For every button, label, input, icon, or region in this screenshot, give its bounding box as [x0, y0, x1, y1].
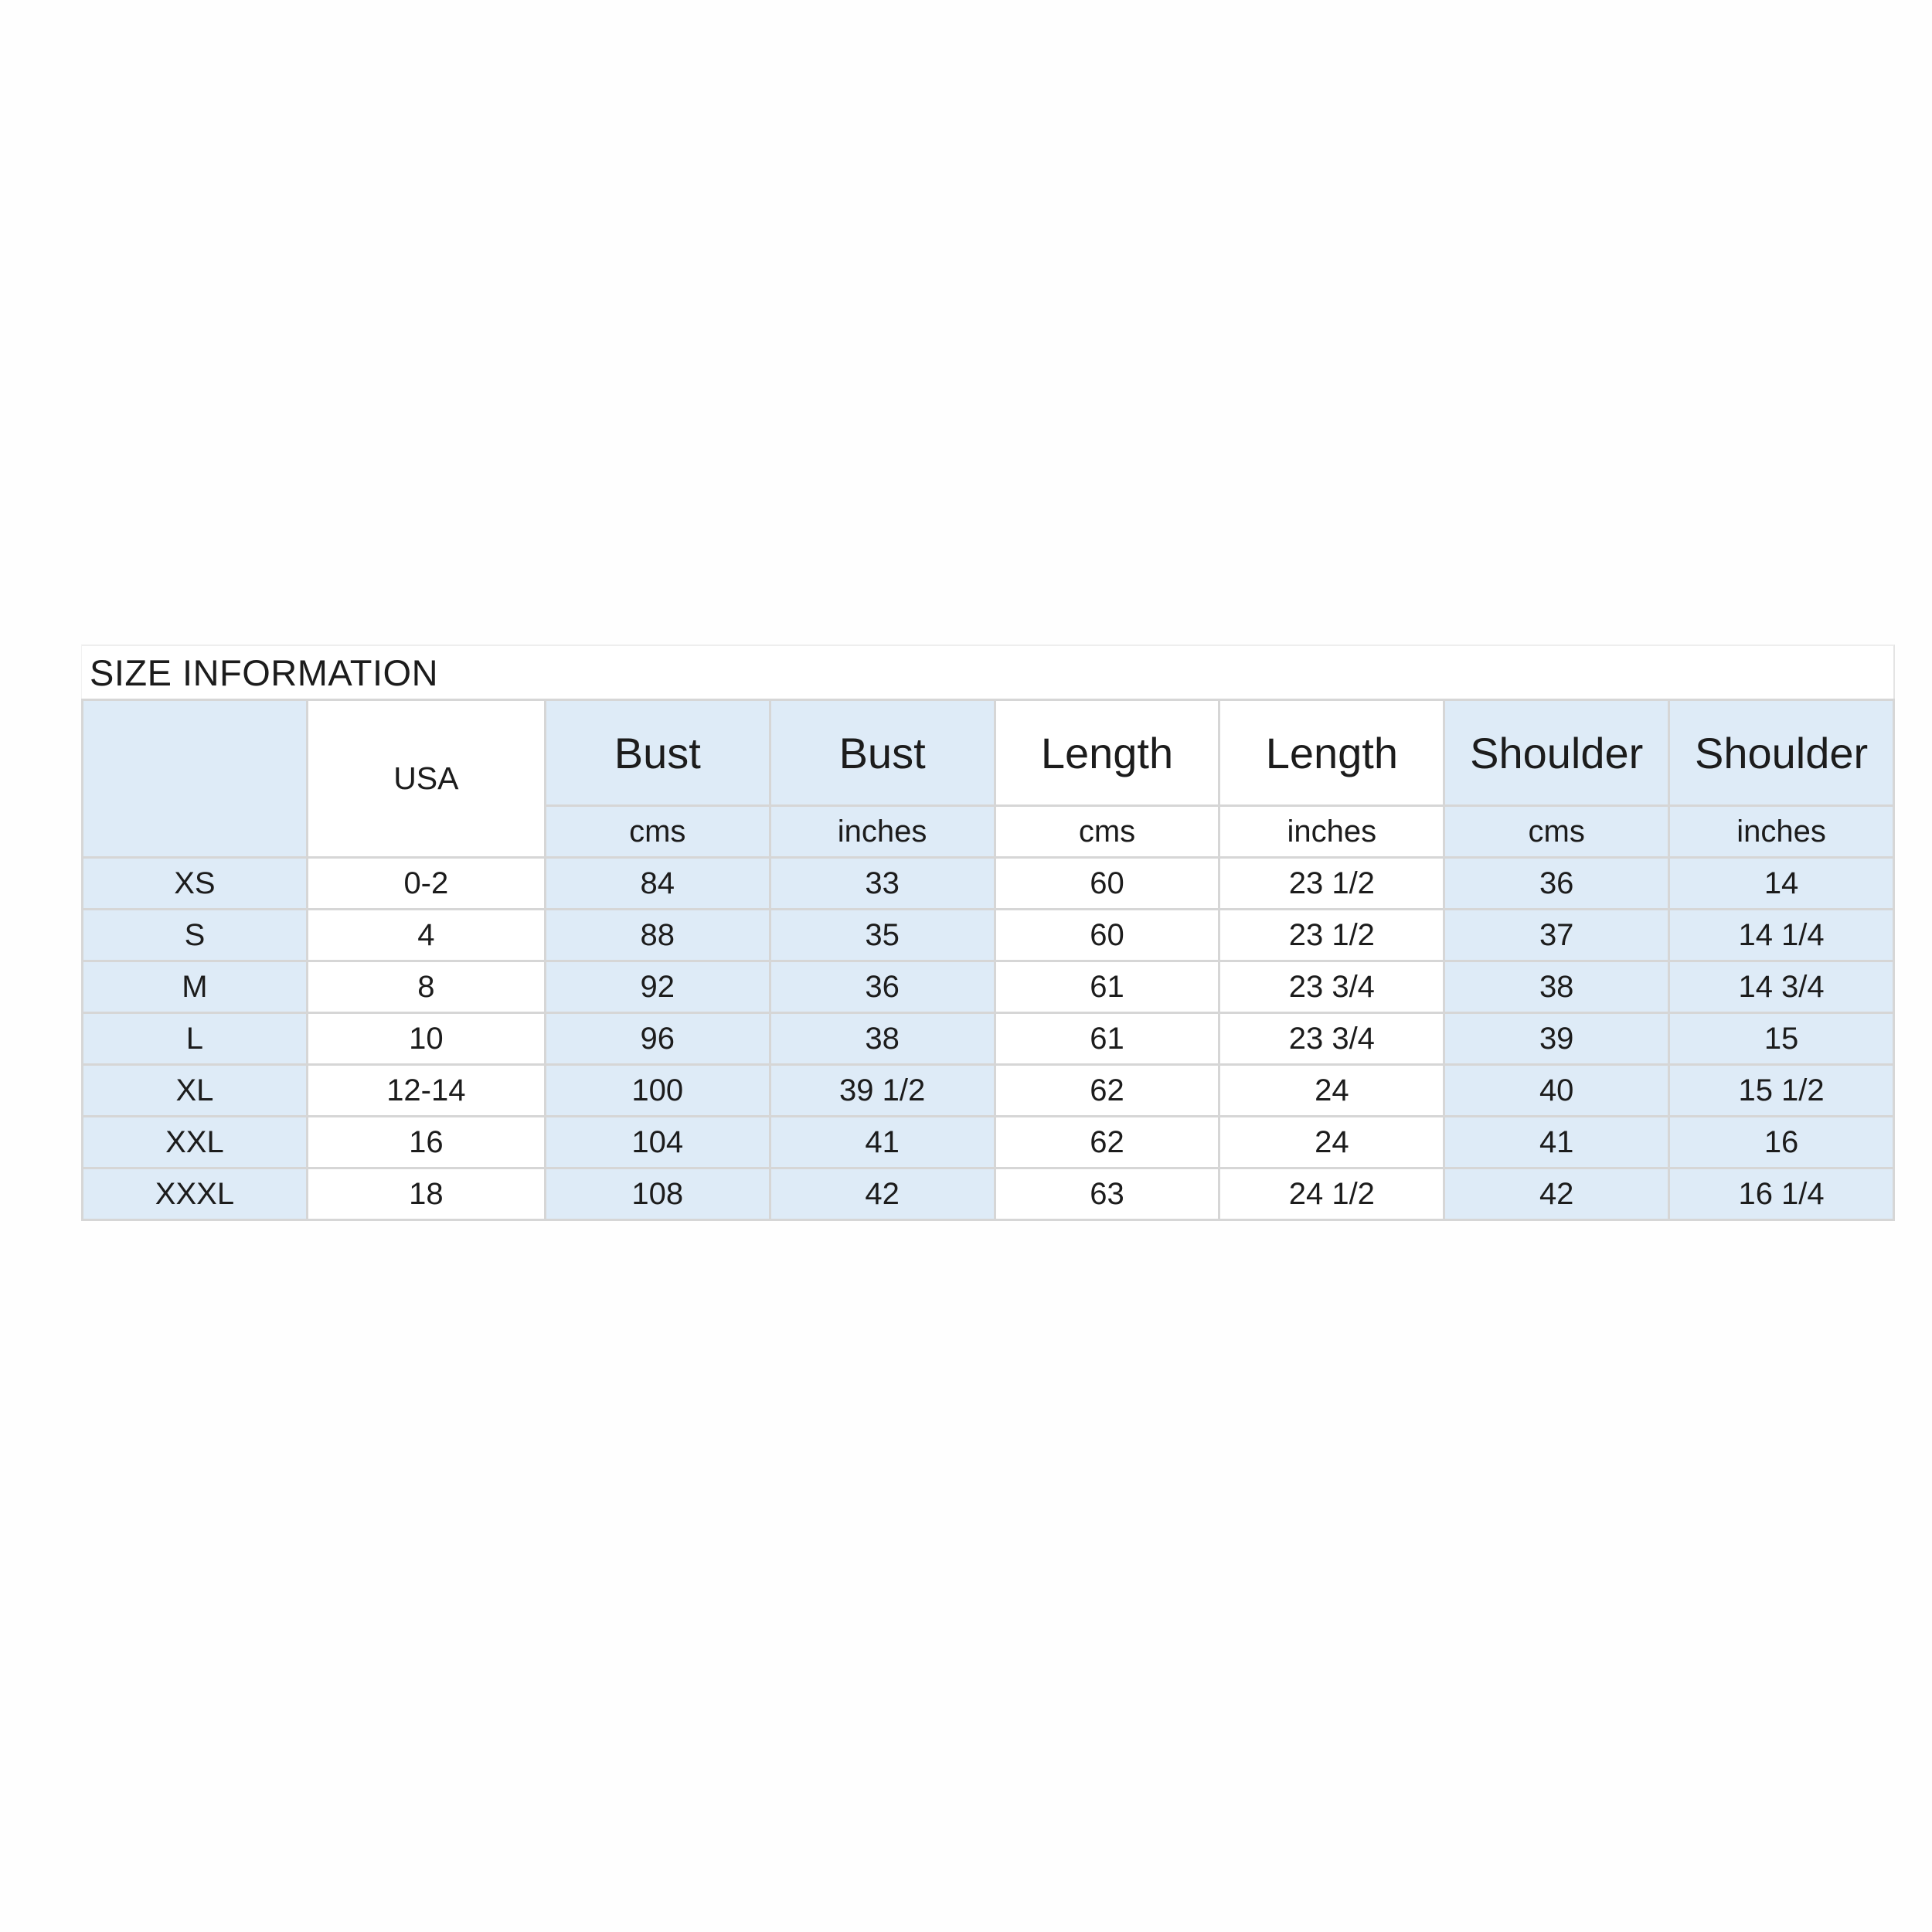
usa-cell: 18: [307, 1168, 545, 1220]
value-cell: 84: [545, 858, 770, 910]
value-cell: 41: [1444, 1117, 1669, 1168]
value-cell: 23 3/4: [1219, 1013, 1444, 1065]
value-cell: 23 3/4: [1219, 961, 1444, 1013]
measure-header: Shoulder: [1444, 700, 1669, 806]
size-cell: XXL: [83, 1117, 308, 1168]
measure-header: Bust: [545, 700, 770, 806]
value-cell: 24: [1219, 1065, 1444, 1117]
table-row: [83, 858, 1894, 910]
table-row: [83, 961, 1894, 1013]
value-cell: 61: [995, 1013, 1219, 1065]
usa-cell: 12-14: [307, 1065, 545, 1117]
unit-header: cms: [1444, 806, 1669, 858]
measure-header: Length: [995, 700, 1219, 806]
value-cell: 104: [545, 1117, 770, 1168]
value-cell: 23 1/2: [1219, 910, 1444, 961]
value-cell: 38: [1444, 961, 1669, 1013]
value-cell: 15 1/2: [1669, 1065, 1894, 1117]
value-cell: 23 1/2: [1219, 858, 1444, 910]
value-cell: 16: [1669, 1117, 1894, 1168]
table-row: [83, 1117, 1894, 1168]
size-cell: M: [83, 961, 308, 1013]
table-row: [83, 1065, 1894, 1117]
value-cell: 36: [1444, 858, 1669, 910]
value-cell: 33: [770, 858, 995, 910]
value-cell: 88: [545, 910, 770, 961]
value-cell: 42: [1444, 1168, 1669, 1220]
measure-header: Length: [1219, 700, 1444, 806]
value-cell: 14: [1669, 858, 1894, 910]
value-cell: 39 1/2: [770, 1065, 995, 1117]
value-cell: 15: [1669, 1013, 1894, 1065]
size-cell: XL: [83, 1065, 308, 1117]
measure-header: Shoulder: [1669, 700, 1894, 806]
unit-header: inches: [1669, 806, 1894, 858]
value-cell: 96: [545, 1013, 770, 1065]
table-row: [83, 1168, 1894, 1220]
usa-column-header: USA: [307, 700, 545, 858]
value-cell: 62: [995, 1117, 1219, 1168]
size-column-header: [83, 700, 308, 858]
value-cell: 42: [770, 1168, 995, 1220]
size-cell: L: [83, 1013, 308, 1065]
usa-cell: 16: [307, 1117, 545, 1168]
unit-header: inches: [1219, 806, 1444, 858]
size-chart: [81, 645, 1895, 1221]
size-cell: S: [83, 910, 308, 961]
usa-cell: 0-2: [307, 858, 545, 910]
value-cell: 24: [1219, 1117, 1444, 1168]
value-cell: 39: [1444, 1013, 1669, 1065]
value-cell: 62: [995, 1065, 1219, 1117]
value-cell: 63: [995, 1168, 1219, 1220]
unit-header: inches: [770, 806, 995, 858]
size-cell: XS: [83, 858, 308, 910]
value-cell: 108: [545, 1168, 770, 1220]
value-cell: 60: [995, 858, 1219, 910]
table-row: [83, 1013, 1894, 1065]
value-cell: 40: [1444, 1065, 1669, 1117]
value-cell: 92: [545, 961, 770, 1013]
value-cell: 14 3/4: [1669, 961, 1894, 1013]
value-cell: 60: [995, 910, 1219, 961]
value-cell: 24 1/2: [1219, 1168, 1444, 1220]
value-cell: 38: [770, 1013, 995, 1065]
value-cell: 37: [1444, 910, 1669, 961]
unit-header: cms: [545, 806, 770, 858]
value-cell: 100: [545, 1065, 770, 1117]
table-row: [83, 910, 1894, 961]
value-cell: 14 1/4: [1669, 910, 1894, 961]
value-cell: 35: [770, 910, 995, 961]
size-table: [81, 699, 1895, 1221]
size-cell: XXXL: [83, 1168, 308, 1220]
value-cell: 61: [995, 961, 1219, 1013]
unit-header: cms: [995, 806, 1219, 858]
usa-cell: 10: [307, 1013, 545, 1065]
usa-cell: 4: [307, 910, 545, 961]
measure-header: Bust: [770, 700, 995, 806]
value-cell: 16 1/4: [1669, 1168, 1894, 1220]
usa-cell: 8: [307, 961, 545, 1013]
value-cell: 36: [770, 961, 995, 1013]
value-cell: 41: [770, 1117, 995, 1168]
chart-title: SIZE INFORMATION: [81, 645, 1895, 699]
